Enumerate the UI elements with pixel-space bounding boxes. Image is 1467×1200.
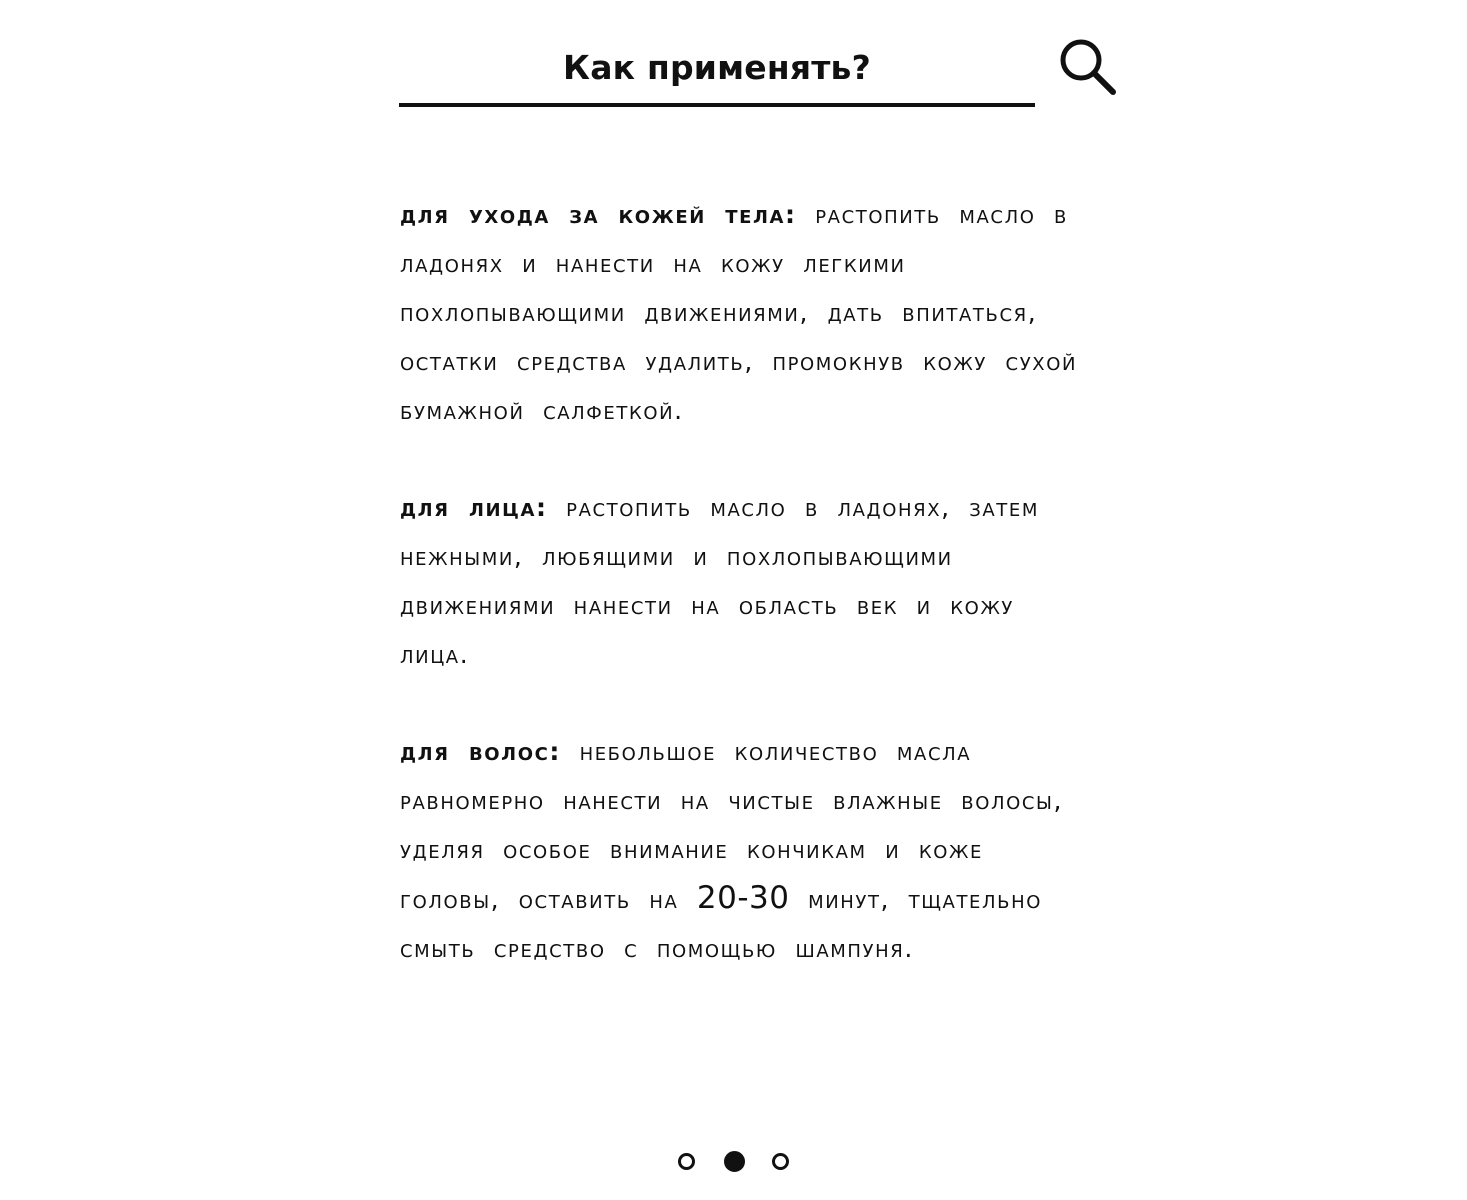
instructions-content [400, 190, 1080, 1021]
section-body-care [400, 190, 1080, 435]
section-text: растопить масло в ладонях и нанести на кожу легкими похлопывающими движениями, дать впитаться, остатки средства удалить, промокнув кожу сухой бумажной салфеткой. [400, 200, 1078, 425]
page-dot-1[interactable] [678, 1153, 695, 1170]
section-label: для ухода за кожей тела: [400, 200, 797, 229]
section-hair-care [400, 727, 1080, 973]
page-indicator [676, 1151, 796, 1177]
search-icon [1055, 34, 1121, 100]
section-text-continued: минут, тщательно смыть средство с помощью шампуня. [400, 885, 1043, 963]
page-title: Как применять? [563, 48, 871, 87]
duration-value: 20-30 [696, 880, 790, 916]
title-underline [399, 103, 1035, 107]
page-dot-3[interactable] [772, 1153, 789, 1170]
search-button[interactable] [1055, 34, 1121, 100]
section-label: для волос: [400, 737, 562, 766]
section-label: для лица: [400, 493, 548, 522]
section-face-care [400, 483, 1080, 679]
section-text: небольшое количество масла равномерно нанести на чистые влажные волосы, уделяя особое внимание кончикам и коже головы, оставить на [400, 737, 1064, 914]
section-text: растопить масло в ладонях, затем нежными, любящими и похлопывающими движениями нанести на область век и кожу лица. [400, 493, 1039, 669]
header [399, 30, 1119, 110]
page-dot-2-active[interactable] [724, 1151, 745, 1172]
